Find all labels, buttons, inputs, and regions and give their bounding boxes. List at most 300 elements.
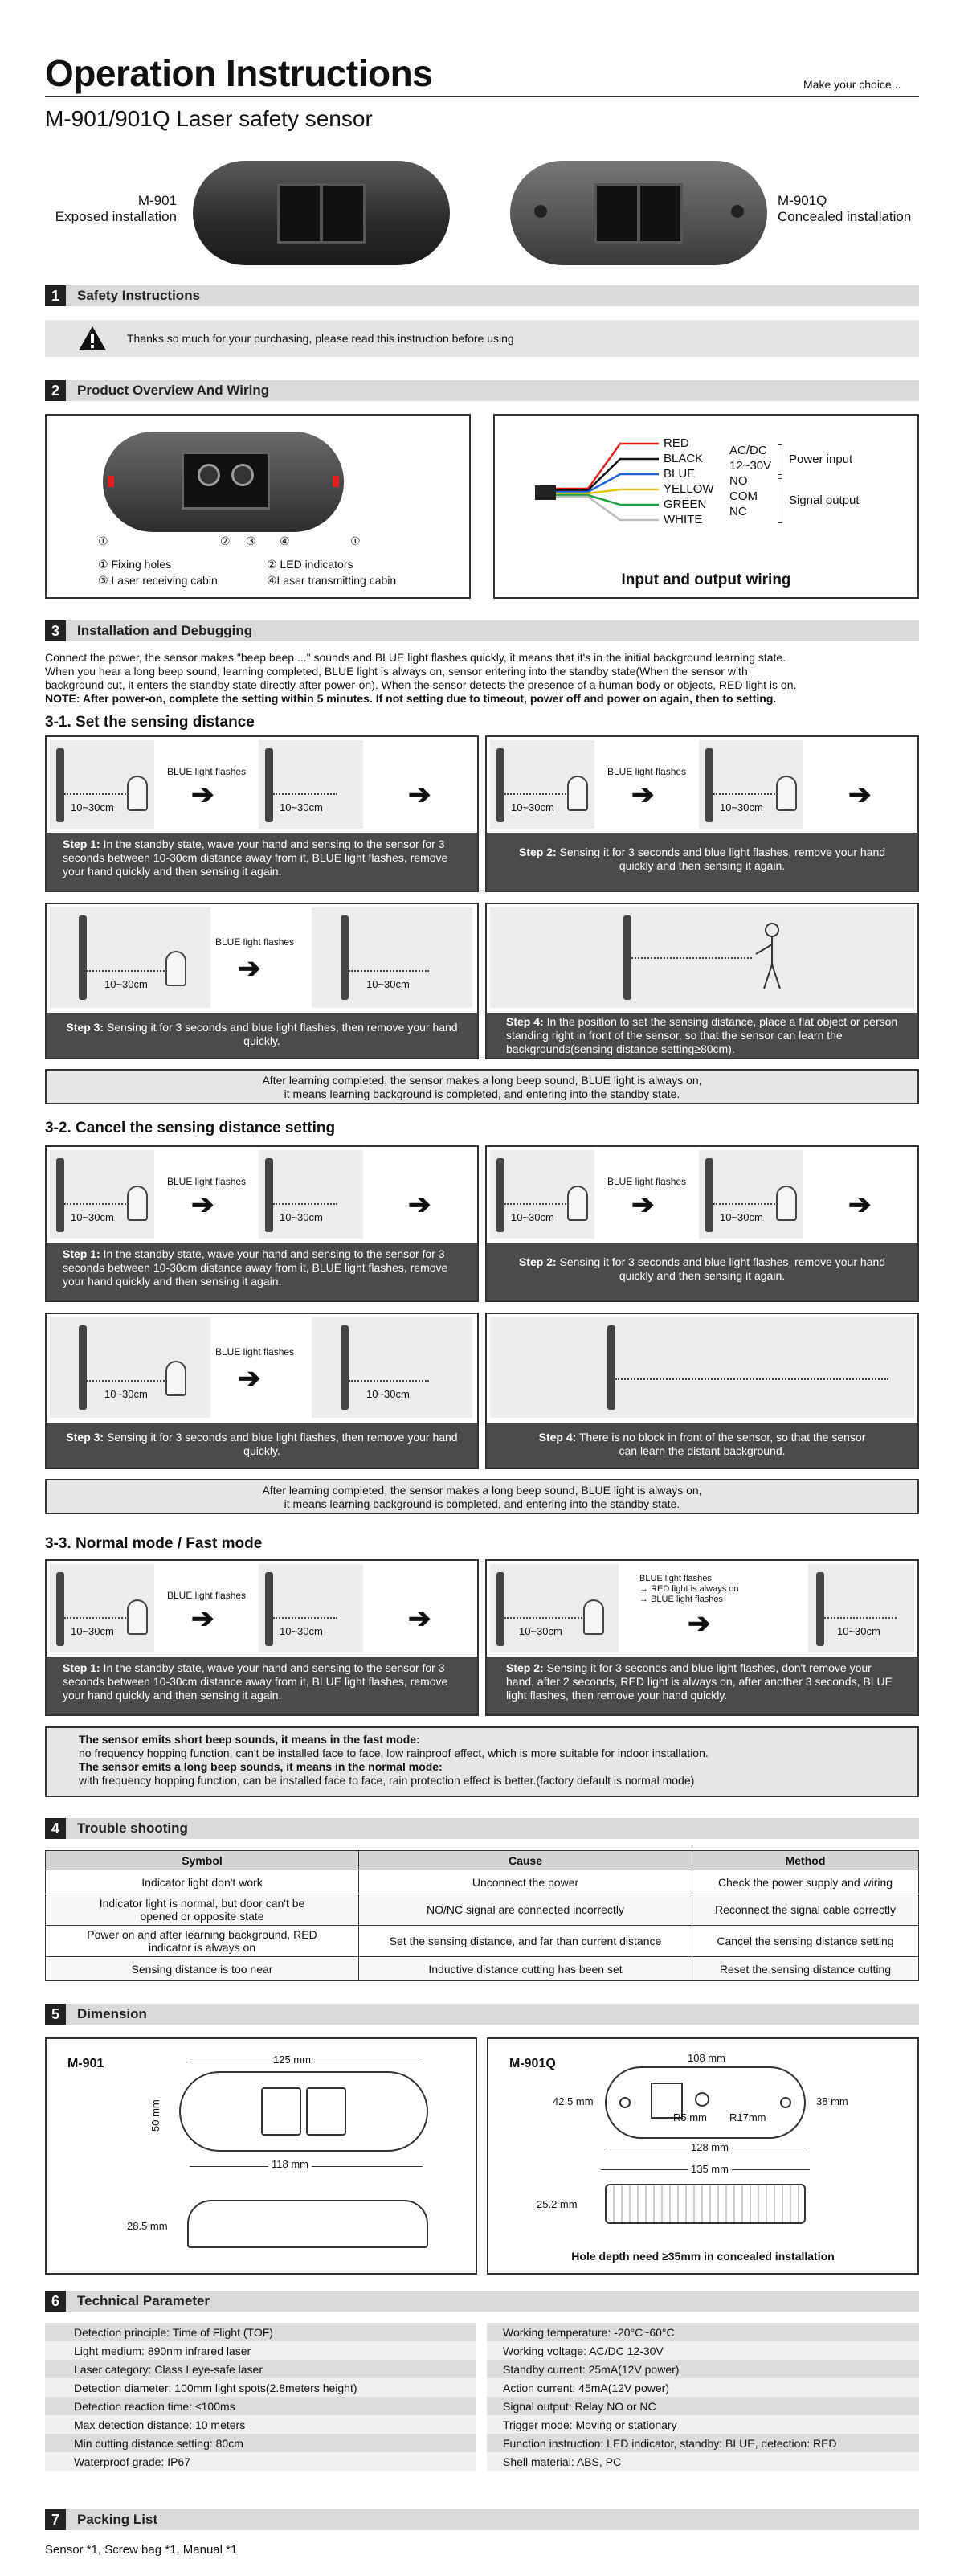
signal-label: 12~30V [729,459,772,473]
param-item: Detection diameter: 100mm light spots(2.8meters height) [45,2378,476,2397]
screw-hole [534,205,547,218]
intro-line: Connect the power, the sensor makes "beep beep ..." sounds and BLUE light flashes quickly, it means that it's in the initial background learning state. [45,651,786,664]
scene [259,1564,363,1652]
sensor-outline-side [187,2200,428,2248]
arrow-icon: ➔ [408,780,431,810]
step-label: Step 1: [63,1247,100,1260]
laser-beam [64,1617,129,1619]
subsection-title: 3-2. Cancel the sensing distance setting [45,1120,336,1136]
step-card [485,1145,919,1302]
distance-label: 10~30cm [71,801,114,813]
m901-photo [193,161,450,265]
hand-icon [776,776,797,811]
section-title: Trouble shooting [77,1820,188,1836]
dim-label: 108 mm [688,2052,725,2064]
install-intro [45,651,921,706]
step-text: In the standby state, wave your hand and sensing to the sensor for 3 seconds between 10-30cm distance away from it, BLUE light flashes, remove your hand quickly and then sensing it again. [63,838,448,878]
step-text: In the standby state, wave your hand and sensing to the sensor for 3 seconds between 10-30cm distance away from it, BLUE light flashes, remove your hand quickly and then sensing it again. [63,1661,448,1702]
step-label: Step 2: [518,1255,557,1268]
intro-line: When you hear a long beep sound, learning completed, BLUE light is always on, sensor entering into the standby state(When the sensor with [45,665,748,678]
lens [695,2092,709,2107]
dim-label: 42.5 mm [553,2095,594,2107]
group-signal: Signal output [789,493,860,507]
param-row [45,2378,476,2397]
param-item: Function instruction: LED indicator, standby: BLUE, detection: RED [487,2434,919,2452]
param-item: Detection principle: Time of Flight (TOF) [45,2323,476,2341]
step-text: Sensing it for 3 seconds and blue light flashes, don't remove your hand, after 2 seconds, RED light is always on, after another 3 seconds, BLUE light flashes, then remove your hand quickly. [506,1661,893,1702]
table-cell: Indicator light is normal, but door can't be opened or opposite state [46,1894,359,1926]
model-name: M-901Q [509,2057,556,2070]
table-cell: Cancel the sensing distance setting [692,1926,919,1957]
dim-label: R5 mm [673,2111,707,2123]
step-label: Step 1: [63,838,100,850]
blue-flash-label: BLUE light flashes [607,766,687,777]
legend-item: ④Laser transmitting cabin [267,574,397,587]
distance-label: 10~30cm [280,1625,323,1637]
param-item: Standby current: 25mA(12V power) [487,2360,919,2378]
step-text: Sensing it for 3 seconds and blue light flashes, remove your hand quickly and then sensing it again. [556,846,886,872]
step-label: Step 3: [66,1431,104,1444]
sequence-line: BLUE light flashes [639,1574,712,1583]
param-row [45,2452,476,2471]
fast-sequence [639,1574,739,1605]
dim-label: 28.5 mm [127,2220,168,2232]
table-cell: Reconnect the signal cable correctly [692,1894,919,1926]
wire-label: BLACK [664,452,704,465]
dim-label: 118 mm [268,2158,312,2170]
packing-list: Sensor *1, Screw bag *1, Manual *1 [45,2543,238,2557]
note-line: After learning completed, the sensor makes a long beep sound, BLUE light is always on, [262,1484,702,1497]
param-row [487,2378,919,2397]
arrow-icon: ➔ [688,1608,711,1639]
distance-label: 10~30cm [280,1211,323,1223]
laser-beam [824,1617,897,1619]
distance-label: 10~30cm [720,801,763,813]
section-header-install [45,620,919,641]
step-label: Step 4: [506,1015,544,1028]
hand-icon [127,1186,148,1221]
hand-icon [567,1186,588,1221]
hand-icon [165,951,186,986]
distance-label: 10~30cm [104,978,148,990]
blue-flash-label: BLUE light flashes [167,1176,247,1187]
table-cell: NO/NC signal are connected incorrectly [359,1894,692,1926]
sensor-window [182,452,270,510]
note-line: it means learning background is completed, and entering into the standby state. [284,1497,680,1510]
fast-mode-text: no frequency hopping function, can't be installed face to face, low rainproof effect, which is more suitable for indoor installation. [79,1747,709,1759]
params-right [487,2323,919,2471]
wires [556,432,660,544]
callout-1b: ① [350,534,361,547]
signal-label: NC [729,505,747,518]
arrow-icon: ➔ [848,780,872,810]
led-indicator [333,476,339,487]
distance-label: 10~30cm [511,801,554,813]
screw-hole [780,2097,791,2108]
wire-label: RED [664,436,689,450]
step-text: There is no block in front of the sensor, so that the sensor can learn the distant background. [576,1431,866,1457]
callout-2: ② [220,534,231,547]
learning-note [45,1479,919,1514]
param-item: Working temperature: -20°C~60°C [487,2323,919,2341]
sensor-outline-q-side [605,2184,806,2224]
laser-beam [64,1203,129,1205]
hand-icon [127,776,148,811]
step-card [485,735,919,892]
fast-mode-heading: The sensor emits short beep sounds, it means in the fast mode: [79,1733,420,1746]
hero-left-label [32,193,177,225]
column-header: Symbol [46,1851,359,1870]
step-card [45,1559,479,1716]
distance-label: 10~30cm [366,1388,410,1400]
distance-label: 10~30cm [720,1211,763,1223]
section-title: Safety Instructions [77,288,201,303]
step-label: Step 1: [63,1661,100,1674]
table-row [46,1870,919,1894]
section-number: 6 [45,2291,66,2312]
table-header-row [46,1851,919,1870]
wire-label: BLUE [664,467,696,481]
laser-beam [713,793,778,795]
wiring-title: Input and output wiring [621,571,791,588]
sensor-outline-q [605,2066,806,2139]
param-item: Waterproof grade: IP67 [45,2452,476,2471]
step-text: In the standby state, wave your hand and sensing to the sensor for 3 seconds between 10-30cm distance away from it, BLUE light flashes, remove your hand quickly and then sensing it again. [63,1247,448,1288]
section-header-dimension [45,2004,919,2025]
intro-note: NOTE: After power-on, complete the setting within 5 minutes. If not setting due to timeout, power off and power on again, then to setting. [45,692,777,705]
model-name: M-901 [137,193,177,208]
hand-icon [165,1361,186,1396]
step-card [485,1313,919,1469]
param-row [45,2415,476,2434]
step-label: Step 4: [538,1431,577,1444]
section-title: Packing List [77,2512,158,2527]
hero-right-label [778,193,911,225]
step-caption [47,1243,477,1300]
dim-label: 25.2 mm [537,2198,578,2210]
signal-label: NO [729,474,748,488]
step-caption [487,1423,917,1468]
param-row [45,2341,476,2360]
arrow-icon: ➔ [191,1603,214,1634]
safety-box [45,320,919,357]
blue-flash-label: BLUE light flashes [215,1346,295,1358]
signal-brace [778,478,782,523]
sensor-wall [56,1158,64,1232]
hand-icon [127,1599,148,1635]
sensor-wall [265,1572,273,1646]
param-item: Signal output: Relay NO or NC [487,2397,919,2415]
sensor-wall [705,748,713,822]
step-caption [47,1423,477,1468]
laser-beam [504,1617,585,1619]
laser-transmitting-cabin [231,464,254,486]
laser-beam [615,1378,888,1380]
blue-flash-label: BLUE light flashes [167,766,247,777]
step-card [45,735,479,892]
param-row [487,2434,919,2452]
window-left [261,2087,301,2136]
install-type: Concealed installation [778,209,912,224]
laser-beam [349,1380,429,1382]
blue-flash-label: BLUE light flashes [167,1590,247,1601]
step-card [485,903,919,1059]
scene [259,1150,363,1239]
note-line: After learning completed, the sensor makes a long beep sound, BLUE light is always on, [262,1074,702,1087]
blue-flash-label: BLUE light flashes [215,936,295,948]
step-card [485,1559,919,1716]
scene [259,740,363,829]
param-item: Laser category: Class I eye-safe laser [45,2360,476,2378]
sequence-line: → RED light is always on [639,1584,739,1594]
section-number: 1 [45,285,66,306]
param-item: Light medium: 890nm infrared laser [45,2341,476,2360]
sensor-front-photo [103,432,344,532]
power-brace [778,444,782,475]
column-header: Cause [359,1851,692,1870]
param-row [45,2397,476,2415]
cable-plug [535,485,556,500]
param-item: Min cutting distance setting: 80cm [45,2434,476,2452]
laser-beam [631,957,752,959]
sequence-line: → BLUE light flashes [639,1595,723,1604]
param-item: Shell material: ABS, PC [487,2452,919,2471]
install-type: Exposed installation [55,209,177,224]
table-row [46,1894,919,1926]
laser-beam [87,970,167,972]
dim-label: 38 mm [816,2095,848,2107]
step-text: Sensing it for 3 seconds and blue light flashes, remove your hand quickly and then sensing it again. [556,1255,886,1282]
dim-label: 135 mm [688,2163,732,2175]
table-cell: Power on and after learning background, RED indicator is always on [46,1926,359,1957]
step-caption [487,1013,917,1058]
screw-hole [731,205,744,218]
distance-label: 10~30cm [511,1211,554,1223]
section-number: 7 [45,2509,66,2530]
hole-depth-note: Hole depth need ≥35mm in concealed installation [571,2250,835,2263]
dimension-m901q [487,2037,919,2275]
arrow-icon: ➔ [191,1190,214,1220]
subsection-title: 3-3. Normal mode / Fast mode [45,1535,263,1552]
screw-hole [619,2097,631,2108]
section-title: Technical Parameter [77,2293,210,2308]
column-header: Method [692,1851,919,1870]
table-cell: Indicator light don't work [46,1870,359,1894]
sensor-outline-top [179,2071,428,2152]
step-text: Sensing it for 3 seconds and blue light flashes, then remove your hand quickly. [104,1431,458,1457]
intro-line: background cut, it enters the standby state directly after power-on). When the sensor detects the presence of a human body or objects, RED light is on. [45,678,797,691]
step-card [45,1313,479,1469]
param-item: Trigger mode: Moving or stationary [487,2415,919,2434]
sensor-wall [265,748,273,822]
signal-labels [729,443,771,519]
callout-4: ④ [280,534,290,547]
param-row [45,2360,476,2378]
laser-beam [504,793,569,795]
arrow-icon: ➔ [848,1190,872,1220]
table-cell: Unconnect the power [359,1870,692,1894]
arrow-icon: ➔ [631,1190,655,1220]
section-number: 2 [45,380,66,401]
hand-icon [776,1186,797,1221]
header-rule [45,96,919,97]
step-caption [487,1243,917,1300]
arrow-icon: ➔ [408,1190,431,1220]
param-row [45,2434,476,2452]
table-row [46,1926,919,1957]
sensor-wall [607,1325,615,1410]
section-header-params [45,2291,919,2312]
distance-label: 10~30cm [71,1625,114,1637]
laser-receiving-cabin [198,464,220,486]
mode-note [45,1726,919,1797]
wire-label: GREEN [664,498,707,511]
table-row [46,1957,919,1981]
table-cell: Set the sensing distance, and far than current distance [359,1926,692,1957]
sensor-wall [816,1572,824,1646]
sensor-wall [496,1158,504,1232]
section-header-trouble [45,1818,919,1839]
blue-flash-label: BLUE light flashes [607,1176,687,1187]
section-number: 4 [45,1818,66,1839]
laser-beam [87,1380,167,1382]
table-cell: Inductive distance cutting has been set [359,1957,692,1981]
dimension-m901 [45,2037,477,2275]
param-row [487,2415,919,2434]
signal-label: AC/DC [729,444,767,457]
arrow-icon: ➔ [631,780,655,810]
step-caption [47,1657,477,1714]
dim-label: 125 mm [270,2054,314,2066]
warning-icon [77,325,108,352]
laser-beam [504,1203,569,1205]
scene [50,1317,210,1418]
sensor-divider [320,185,323,243]
section-title: Product Overview And Wiring [77,383,270,398]
signal-label: COM [729,489,758,503]
section-header-overview [45,380,919,401]
sensor-wall [79,915,87,1000]
window-right [306,2087,346,2136]
note-line: it means learning background is completed, and entering into the standby state. [284,1087,680,1100]
sensor-wall [705,1158,713,1232]
laser-beam [273,793,337,795]
sensor-wall [265,1158,273,1232]
step-card [45,1145,479,1302]
dim-label: 50 mm [149,2099,161,2132]
legend-item: ① Fixing holes [98,558,172,571]
param-row [487,2452,919,2471]
step-card [45,903,479,1059]
distance-label: 10~30cm [519,1625,562,1637]
scene [312,1317,472,1418]
sensor-wall [56,1572,64,1646]
step-text: Sensing it for 3 seconds and blue light flashes, then remove your hand quickly. [104,1021,458,1047]
product-overview-box [45,414,471,599]
sensor-wall [341,915,349,1000]
arrow-icon: ➔ [238,953,261,984]
step-caption [487,1657,917,1714]
normal-mode-text: with frequency hopping function, can be installed face to face, rain protection effect is better.(factory default is normal mode) [79,1774,695,1787]
section-number: 5 [45,2004,66,2025]
scene [312,907,472,1008]
param-item: Max detection distance: 10 meters [45,2415,476,2434]
params-left [45,2323,476,2471]
arrow-icon: ➔ [191,780,214,810]
param-row [487,2341,919,2360]
step-label: Step 2: [518,846,557,858]
subsection-title: 3-1. Set the sensing distance [45,714,255,731]
sensor-wall [496,748,504,822]
step-text: In the position to set the sensing distance, place a flat object or person standing right in front of the sensor, so that the sensor can learn the backgrounds(sensing distance setting≥80cm). [506,1015,898,1055]
hand-icon [583,1599,604,1635]
step-caption [487,833,917,891]
sensor-wall [79,1325,87,1410]
wire-label: YELLOW [664,482,714,496]
trouble-table [45,1850,919,1981]
legend-item: ② LED indicators [267,558,353,571]
scene [50,907,210,1008]
step-label: Step 3: [66,1021,104,1034]
dim-label: 128 mm [688,2141,732,2153]
hand-icon [567,776,588,811]
distance-label: 10~30cm [280,801,323,813]
callout-1: ① [98,534,108,547]
section-header-packing [45,2509,919,2530]
m901q-photo [510,161,767,265]
sensor-wall [623,915,631,1000]
param-item: Working voltage: AC/DC 12-30V [487,2341,919,2360]
distance-label: 10~30cm [837,1625,880,1637]
table-cell: Sensing distance is too near [46,1957,359,1981]
normal-mode-heading: The sensor emits a long beep sounds, it means in the normal mode: [79,1760,443,1773]
page-subtitle: M-901/901Q Laser safety sensor [45,106,373,131]
led-indicator [108,476,114,487]
param-item: Detection reaction time: ≤100ms [45,2397,476,2415]
person-icon [752,920,792,993]
section-number: 3 [45,620,66,641]
laser-beam [273,1203,337,1205]
param-row [487,2397,919,2415]
param-row [487,2323,919,2341]
distance-label: 10~30cm [366,978,410,990]
dim-label: R17mm [729,2111,766,2123]
scene [490,1317,914,1418]
arrow-icon: ➔ [408,1603,431,1634]
section-title: Dimension [77,2006,147,2021]
param-row [487,2360,919,2378]
model-name: M-901 [67,2057,104,2070]
step-caption [47,1013,477,1058]
laser-beam [713,1203,778,1205]
section-title: Installation and Debugging [77,623,253,638]
wire-labels [664,436,714,527]
page-title: Operation Instructions [45,52,433,94]
callout-3: ③ [246,534,256,547]
arrow-icon: ➔ [238,1363,261,1394]
wiring-box [493,414,919,599]
distance-label: 10~30cm [104,1388,148,1400]
learning-note [45,1069,919,1104]
laser-beam [64,793,129,795]
table-cell: Check the power supply and wiring [692,1870,919,1894]
group-power: Power input [789,453,853,466]
slogan: Make your choice... [803,78,901,91]
sensor-wall [341,1325,349,1410]
wire-label: WHITE [664,513,703,526]
legend-item: ③ Laser receiving cabin [98,574,218,587]
laser-beam [273,1617,337,1619]
